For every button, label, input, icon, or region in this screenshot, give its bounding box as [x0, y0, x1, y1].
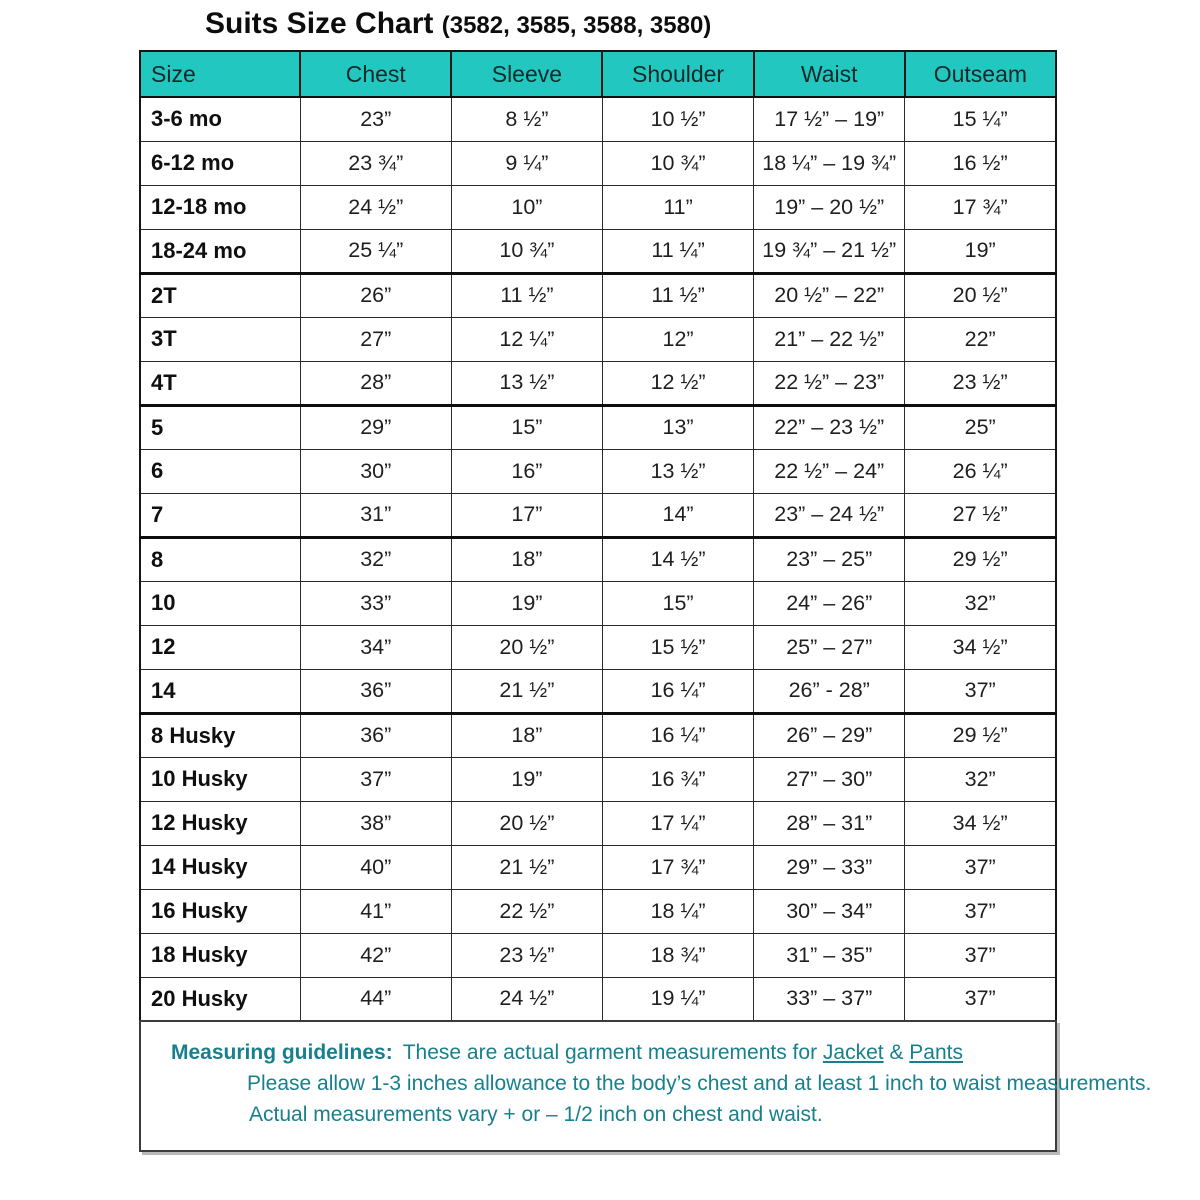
value-cell: 23 ¾”: [300, 141, 451, 185]
value-cell: 16 ½”: [905, 141, 1056, 185]
header-outseam: Outseam: [905, 51, 1056, 97]
value-cell: 19”: [451, 581, 602, 625]
value-cell: 30”: [300, 449, 451, 493]
value-cell: 29” – 33”: [754, 845, 905, 889]
value-cell: 30” – 34”: [754, 889, 905, 933]
value-cell: 11 ¼”: [602, 229, 753, 273]
value-cell: 22 ½” – 23”: [754, 361, 905, 405]
value-cell: 29 ½”: [905, 713, 1056, 757]
size-cell: 12-18 mo: [140, 185, 300, 229]
value-cell: 28” – 31”: [754, 801, 905, 845]
value-cell: 13 ½”: [602, 449, 753, 493]
value-cell: 40”: [300, 845, 451, 889]
value-cell: 23” – 25”: [754, 537, 905, 581]
table-row: [140, 273, 1056, 317]
value-cell: 10 ¾”: [602, 141, 753, 185]
value-cell: 18”: [451, 713, 602, 757]
value-cell: 23 ½”: [451, 933, 602, 977]
value-cell: 24 ½”: [300, 185, 451, 229]
table-row: [140, 317, 1056, 361]
table-row: [140, 141, 1056, 185]
value-cell: 32”: [300, 537, 451, 581]
header-sleeve: Sleeve: [451, 51, 602, 97]
value-cell: 26” - 28”: [754, 669, 905, 713]
value-cell: 17 ¾”: [602, 845, 753, 889]
size-cell: 5: [140, 405, 300, 449]
value-cell: 29”: [300, 405, 451, 449]
table-row: [140, 405, 1056, 449]
value-cell: 20 ½”: [451, 801, 602, 845]
value-cell: 18 ¼” – 19 ¾”: [754, 141, 905, 185]
page-title-style-numbers: (3582, 3585, 3588, 3580): [441, 12, 712, 39]
value-cell: 17 ½” – 19”: [754, 97, 905, 141]
value-cell: 11”: [602, 185, 753, 229]
page-title-main: Suits Size Chart: [205, 7, 434, 40]
value-cell: 27”: [300, 317, 451, 361]
size-cell: 2T: [140, 273, 300, 317]
value-cell: 21 ½”: [451, 669, 602, 713]
value-cell: 17”: [451, 493, 602, 537]
value-cell: 19” – 20 ½”: [754, 185, 905, 229]
size-cell: 6: [140, 449, 300, 493]
jacket-link[interactable]: Jacket: [822, 1041, 884, 1064]
value-cell: 27” – 30”: [754, 757, 905, 801]
guidelines-label: Measuring guidelines:: [171, 1041, 393, 1064]
value-cell: 22” – 23 ½”: [754, 405, 905, 449]
value-cell: 37”: [905, 977, 1056, 1021]
size-cell: 14: [140, 669, 300, 713]
guidelines-line-2: Please allow 1-3 inches allowance to the body’s chest and at least 1 inch to waist measurements.: [247, 1072, 1152, 1095]
value-cell: 24” – 26”: [754, 581, 905, 625]
header-waist: Waist: [754, 51, 905, 97]
value-cell: 17 ¾”: [905, 185, 1056, 229]
value-cell: 25 ¼”: [300, 229, 451, 273]
value-cell: 18”: [451, 537, 602, 581]
size-cell: 3-6 mo: [140, 97, 300, 141]
value-cell: 34 ½”: [905, 801, 1056, 845]
size-chart-section: [139, 50, 1152, 1152]
value-cell: 10 ¾”: [451, 229, 602, 273]
value-cell: 16”: [451, 449, 602, 493]
value-cell: 19 ¼”: [602, 977, 753, 1021]
value-cell: 9 ¼”: [451, 141, 602, 185]
table-row: [140, 185, 1056, 229]
value-cell: 16 ¼”: [602, 669, 753, 713]
value-cell: 31”: [300, 493, 451, 537]
size-cell: 7: [140, 493, 300, 537]
value-cell: 12 ½”: [602, 361, 753, 405]
size-cell: 8: [140, 537, 300, 581]
value-cell: 42”: [300, 933, 451, 977]
value-cell: 34”: [300, 625, 451, 669]
guidelines-line-1: [141, 1041, 1045, 1065]
table-row: [140, 581, 1056, 625]
value-cell: 37”: [905, 933, 1056, 977]
measuring-guidelines-box: [139, 1020, 1152, 1152]
value-cell: 24 ½”: [451, 977, 602, 1021]
value-cell: 37”: [905, 889, 1056, 933]
value-cell: 15”: [602, 581, 753, 625]
value-cell: 10”: [451, 185, 602, 229]
value-cell: 8 ½”: [451, 97, 602, 141]
value-cell: 26”: [300, 273, 451, 317]
guidelines-line-3: Actual measurements vary + or – 1/2 inch on chest and waist.: [249, 1103, 823, 1126]
guidelines-text-1: These are actual garment measurements for: [402, 1041, 823, 1064]
table-row: [140, 361, 1056, 405]
size-cell: 18-24 mo: [140, 229, 300, 273]
value-cell: 19”: [451, 757, 602, 801]
table-row: [140, 801, 1056, 845]
value-cell: 13 ½”: [451, 361, 602, 405]
value-cell: 31” – 35”: [754, 933, 905, 977]
header-row: [140, 51, 1056, 97]
size-cell: 10 Husky: [140, 757, 300, 801]
value-cell: 41”: [300, 889, 451, 933]
value-cell: 32”: [905, 757, 1056, 801]
value-cell: 25” – 27”: [754, 625, 905, 669]
value-cell: 17 ¼”: [602, 801, 753, 845]
value-cell: 20 ½”: [905, 273, 1056, 317]
table-row: [140, 889, 1056, 933]
value-cell: 37”: [905, 669, 1056, 713]
value-cell: 22”: [905, 317, 1056, 361]
value-cell: 20 ½” – 22”: [754, 273, 905, 317]
value-cell: 15 ½”: [602, 625, 753, 669]
header-chest: Chest: [300, 51, 451, 97]
value-cell: 36”: [300, 713, 451, 757]
value-cell: 16 ¾”: [602, 757, 753, 801]
table-row: [140, 933, 1056, 977]
value-cell: 18 ¼”: [602, 889, 753, 933]
table-row: [140, 97, 1056, 141]
value-cell: 11 ½”: [451, 273, 602, 317]
table-row: [140, 713, 1056, 757]
value-cell: 12”: [602, 317, 753, 361]
size-cell: 14 Husky: [140, 845, 300, 889]
size-cell: 3T: [140, 317, 300, 361]
value-cell: 26” – 29”: [754, 713, 905, 757]
size-cell: 16 Husky: [140, 889, 300, 933]
value-cell: 36”: [300, 669, 451, 713]
table-row: [140, 537, 1056, 581]
value-cell: 37”: [905, 845, 1056, 889]
table-row: [140, 845, 1056, 889]
value-cell: 15 ¼”: [905, 97, 1056, 141]
value-cell: 22 ½”: [451, 889, 602, 933]
table-row: [140, 757, 1056, 801]
value-cell: 20 ½”: [451, 625, 602, 669]
value-cell: 11 ½”: [602, 273, 753, 317]
value-cell: 23”: [300, 97, 451, 141]
size-cell: 18 Husky: [140, 933, 300, 977]
value-cell: 14 ½”: [602, 537, 753, 581]
size-cell: 20 Husky: [140, 977, 300, 1021]
size-table-body: [140, 97, 1056, 1021]
value-cell: 12 ¼”: [451, 317, 602, 361]
value-cell: 14”: [602, 493, 753, 537]
pants-link[interactable]: Pants: [909, 1041, 963, 1064]
value-cell: 26 ¼”: [905, 449, 1056, 493]
value-cell: 19”: [905, 229, 1056, 273]
table-row: [140, 449, 1056, 493]
value-cell: 15”: [451, 405, 602, 449]
value-cell: 22 ½” – 24”: [754, 449, 905, 493]
value-cell: 29 ½”: [905, 537, 1056, 581]
value-cell: 38”: [300, 801, 451, 845]
size-cell: 12 Husky: [140, 801, 300, 845]
table-row: [140, 669, 1056, 713]
value-cell: 44”: [300, 977, 451, 1021]
value-cell: 16 ¼”: [602, 713, 753, 757]
size-cell: 12: [140, 625, 300, 669]
value-cell: 23” – 24 ½”: [754, 493, 905, 537]
size-cell: 10: [140, 581, 300, 625]
table-row: [140, 229, 1056, 273]
value-cell: 25”: [905, 405, 1056, 449]
value-cell: 21 ½”: [451, 845, 602, 889]
value-cell: 19 ¾” – 21 ½”: [754, 229, 905, 273]
value-cell: 23 ½”: [905, 361, 1056, 405]
size-chart-table: [139, 50, 1057, 1022]
value-cell: 28”: [300, 361, 451, 405]
value-cell: 33”: [300, 581, 451, 625]
value-cell: 18 ¾”: [602, 933, 753, 977]
value-cell: 27 ½”: [905, 493, 1056, 537]
value-cell: 13”: [602, 405, 753, 449]
value-cell: 33” – 37”: [754, 977, 905, 1021]
table-row: [140, 493, 1056, 537]
size-cell: 6-12 mo: [140, 141, 300, 185]
page-title: [205, 6, 711, 44]
header-shoulder: Shoulder: [602, 51, 753, 97]
value-cell: 37”: [300, 757, 451, 801]
table-row: [140, 625, 1056, 669]
guidelines-amp: &: [883, 1041, 910, 1064]
size-cell: 8 Husky: [140, 713, 300, 757]
header-size: Size: [140, 51, 300, 97]
value-cell: 32”: [905, 581, 1056, 625]
size-cell: 4T: [140, 361, 300, 405]
value-cell: 10 ½”: [602, 97, 753, 141]
table-row: [140, 977, 1056, 1021]
value-cell: 21” – 22 ½”: [754, 317, 905, 361]
value-cell: 34 ½”: [905, 625, 1056, 669]
